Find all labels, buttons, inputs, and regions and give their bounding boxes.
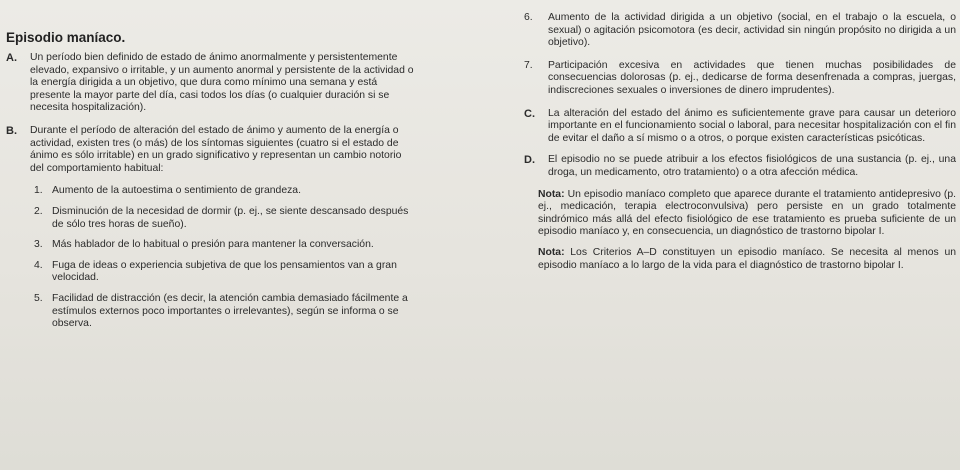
symptom-number: 5. (34, 292, 43, 304)
symptom-text: Más hablador de lo habitual o presión para mantener la conversación. (52, 239, 374, 251)
symptom-number: 3. (34, 239, 43, 251)
criterion-c-text: La alteración del estado del ánimo es suficientemente grave para causar un deterioro importante en el funcionamiento social o laboral, para necesitar hospitalización con el fin de evitar el daño a sí mismo o a otros, o porque existen características psicóticas. (548, 107, 956, 144)
criterion-a-text: Un período bien definido de estado de ánimo anormalmente y persistentemente elevado, expansivo o irritable, y un aumento anormal y persistente de la actividad o la energía dirigida a un objetivo, que dura como mínimo una semana y está presente la mayor parte del día, casi todos los días (o cualquier duración si se necesita hospitalización). (30, 52, 414, 114)
symptom-4 (6, 260, 414, 285)
symptom-text: Participación excesiva en actividades que tienen muchas posibilidades de consecuencias dolorosas (p. ej., dedicarse de forma desenfrenada a compras, juergas, indiscreciones sexuales o inversiones de dinero imprudentes). (548, 59, 956, 96)
symptom-number: 1. (34, 185, 43, 197)
symptom-number: 6. (524, 12, 533, 23)
symptom-6 (524, 12, 956, 50)
section-title: Episodio maníaco. (6, 30, 126, 45)
note-label: Nota: (538, 246, 565, 258)
criterion-d (524, 154, 956, 179)
criterion-d-label: D. (524, 154, 535, 167)
note-criteria-summary (524, 247, 956, 272)
left-column (6, 30, 414, 339)
symptom-text: Fuga de ideas o experiencia subjetiva de que los pensamientos van a gran velocidad. (52, 259, 397, 284)
symptom-7 (524, 60, 956, 98)
criterion-d-text: El episodio no se puede atribuir a los efectos fisiológicos de una sustancia (p. ej., una droga, un medicamento, otro tratamiento) o a otra afección médica. (548, 154, 956, 178)
symptom-number: 4. (34, 259, 43, 271)
symptom-text: Aumento de la actividad dirigida a un objetivo (social, en el trabajo o la escuela, o sexual) o agitación psicomotora (es decir, actividad sin ningún propósito no dirigida a un objetivo). (548, 12, 956, 49)
symptom-number: 7. (524, 59, 533, 71)
criterion-b-text: Durante el período de alteración del estado de ánimo y aumento de la energía o actividad, existen tres (o más) de los síntomas siguientes (cuatro si el estado de ánimo es sólo irritable) en un grado significativo y representan un cambio notorio del comportamiento habitual: (30, 124, 402, 174)
criterion-b-label: B. (6, 124, 17, 137)
note-label: Nota: (538, 188, 565, 200)
criterion-c-label: C. (524, 107, 535, 120)
criterion-a-label: A. (6, 52, 17, 64)
symptom-number: 2. (34, 205, 43, 217)
symptom-5 (6, 293, 414, 331)
note-antidepressant (524, 189, 956, 239)
symptom-text: Facilidad de distracción (es decir, la atención cambia demasiado fácilmente a estímulos externos poco importantes o irrelevantes), según se informa o se observa. (52, 292, 408, 330)
note-text: Los Criterios A–D constituyen un episodio maníaco. Se necesita al menos un episodio maníaco a lo largo de la vida para el diagnóstico de trastorno bipolar I. (538, 246, 956, 271)
symptom-2 (6, 206, 414, 231)
note-text: Un episodio maníaco completo que aparece durante el tratamiento antidepresivo (p. ej., medicación, terapia electroconvulsiva) pero persiste en un grado totalmente sindrómico más allá del efecto fisiológico de ese tratamiento es prueba suficiente de un episodio maníaco y, en consecuencia, un diagnóstico de trastorno bipolar I. (538, 188, 956, 238)
symptom-text: Disminución de la necesidad de dormir (p. ej., se siente descansado después de sólo tres horas de sueño). (52, 205, 409, 230)
criterion-a (6, 52, 414, 115)
criterion-c (524, 108, 956, 146)
symptom-3 (6, 239, 414, 252)
right-column (524, 12, 956, 280)
symptom-1 (6, 185, 414, 198)
symptom-text: Aumento de la autoestima o sentimiento de grandeza. (52, 185, 301, 197)
criterion-b (6, 125, 414, 175)
